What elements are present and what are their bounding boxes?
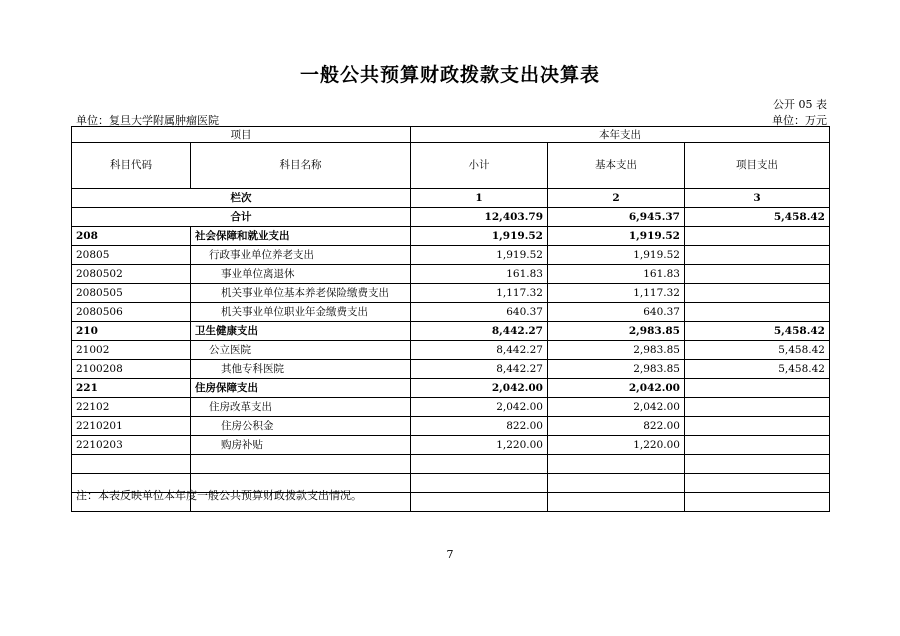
table-note: 注：本表反映单位本年度一般公共预算财政拨款支出情况。 [76, 489, 362, 502]
row-project [685, 417, 830, 436]
row-basic: 2,983.85 [548, 341, 685, 360]
row-basic: 1,117.32 [548, 284, 685, 303]
total-subtotal: 12,403.79 [411, 208, 548, 227]
row-code: 20805 [72, 246, 191, 265]
row-name: 机关事业单位职业年金缴费支出 [191, 303, 411, 322]
row-code: 2210201 [72, 417, 191, 436]
row-basic: 640.37 [548, 303, 685, 322]
row-name: 公立医院 [191, 341, 411, 360]
table-row [72, 398, 830, 417]
row-subtotal: 8,442.27 [411, 341, 548, 360]
row-subtotal: 1,919.52 [411, 246, 548, 265]
row-basic: 822.00 [548, 417, 685, 436]
header-basic: 基本支出 [548, 143, 685, 189]
row-code: 2100208 [72, 360, 191, 379]
page-title: 一般公共预算财政拨款支出决算表 [299, 64, 600, 86]
table-row [72, 417, 830, 436]
table-row [72, 379, 830, 398]
header-subtotal: 小计 [411, 143, 548, 189]
table-row [72, 303, 830, 322]
row-project [685, 436, 830, 455]
row-code: 2080506 [72, 303, 191, 322]
row-subtotal: 1,919.52 [411, 227, 548, 246]
total-row [72, 208, 830, 227]
row-code: 221 [72, 379, 191, 398]
row-basic: 1,919.52 [548, 227, 685, 246]
row-project: 5,458.42 [685, 322, 830, 341]
row-name: 住房公积金 [191, 417, 411, 436]
column-index-2: 2 [548, 189, 685, 208]
empty-row [72, 455, 830, 474]
row-basic: 2,983.85 [548, 322, 685, 341]
expenditure-table [71, 126, 830, 512]
row-project [685, 379, 830, 398]
header-item: 项目 [72, 127, 411, 143]
row-name: 住房改革支出 [191, 398, 411, 417]
row-subtotal: 2,042.00 [411, 398, 548, 417]
row-project [685, 265, 830, 284]
unit-organization: 单位：复旦大学附属肿瘤医院 [76, 114, 219, 127]
header-project: 项目支出 [685, 143, 830, 189]
row-basic: 1,919.52 [548, 246, 685, 265]
table-row [72, 341, 830, 360]
row-code: 2080505 [72, 284, 191, 303]
header-row-top [72, 127, 830, 143]
row-code: 2210203 [72, 436, 191, 455]
column-index-1: 1 [411, 189, 548, 208]
row-subtotal: 1,117.32 [411, 284, 548, 303]
row-project: 5,458.42 [685, 341, 830, 360]
table-row [72, 265, 830, 284]
row-subtotal: 8,442.27 [411, 322, 548, 341]
table-row [72, 322, 830, 341]
row-code: 22102 [72, 398, 191, 417]
row-project [685, 284, 830, 303]
total-label: 合计 [72, 208, 411, 227]
row-subtotal: 8,442.27 [411, 360, 548, 379]
row-name: 机关事业单位基本养老保险缴费支出 [191, 284, 411, 303]
row-name: 购房补贴 [191, 436, 411, 455]
row-code: 210 [72, 322, 191, 341]
row-name: 住房保障支出 [191, 379, 411, 398]
row-basic: 2,042.00 [548, 379, 685, 398]
table-row [72, 360, 830, 379]
row-code: 208 [72, 227, 191, 246]
row-name: 卫生健康支出 [191, 322, 411, 341]
total-project: 5,458.42 [685, 208, 830, 227]
table-row [72, 436, 830, 455]
table-row [72, 284, 830, 303]
row-name: 社会保障和就业支出 [191, 227, 411, 246]
row-name: 事业单位离退休 [191, 265, 411, 284]
row-basic: 2,042.00 [548, 398, 685, 417]
row-subtotal: 822.00 [411, 417, 548, 436]
column-index-label: 栏次 [72, 189, 411, 208]
form-number: 公开 05 表 [773, 98, 827, 111]
row-basic: 1,220.00 [548, 436, 685, 455]
table-row [72, 227, 830, 246]
row-project [685, 303, 830, 322]
row-project [685, 246, 830, 265]
row-basic: 2,983.85 [548, 360, 685, 379]
row-name: 其他专科医院 [191, 360, 411, 379]
row-subtotal: 2,042.00 [411, 379, 548, 398]
page-number: 7 [446, 548, 454, 561]
header-row-columns [72, 143, 830, 189]
row-project [685, 227, 830, 246]
table-row [72, 246, 830, 265]
row-subtotal: 1,220.00 [411, 436, 548, 455]
row-subtotal: 640.37 [411, 303, 548, 322]
row-name: 行政事业单位养老支出 [191, 246, 411, 265]
header-code: 科目代码 [72, 143, 191, 189]
total-basic: 6,945.37 [548, 208, 685, 227]
header-name: 科目名称 [191, 143, 411, 189]
row-subtotal: 161.83 [411, 265, 548, 284]
row-code: 2080502 [72, 265, 191, 284]
column-index-row [72, 189, 830, 208]
header-current-year: 本年支出 [411, 127, 830, 143]
row-project [685, 398, 830, 417]
row-project: 5,458.42 [685, 360, 830, 379]
column-index-3: 3 [685, 189, 830, 208]
unit-currency: 单位：万元 [772, 114, 827, 127]
row-basic: 161.83 [548, 265, 685, 284]
row-code: 21002 [72, 341, 191, 360]
